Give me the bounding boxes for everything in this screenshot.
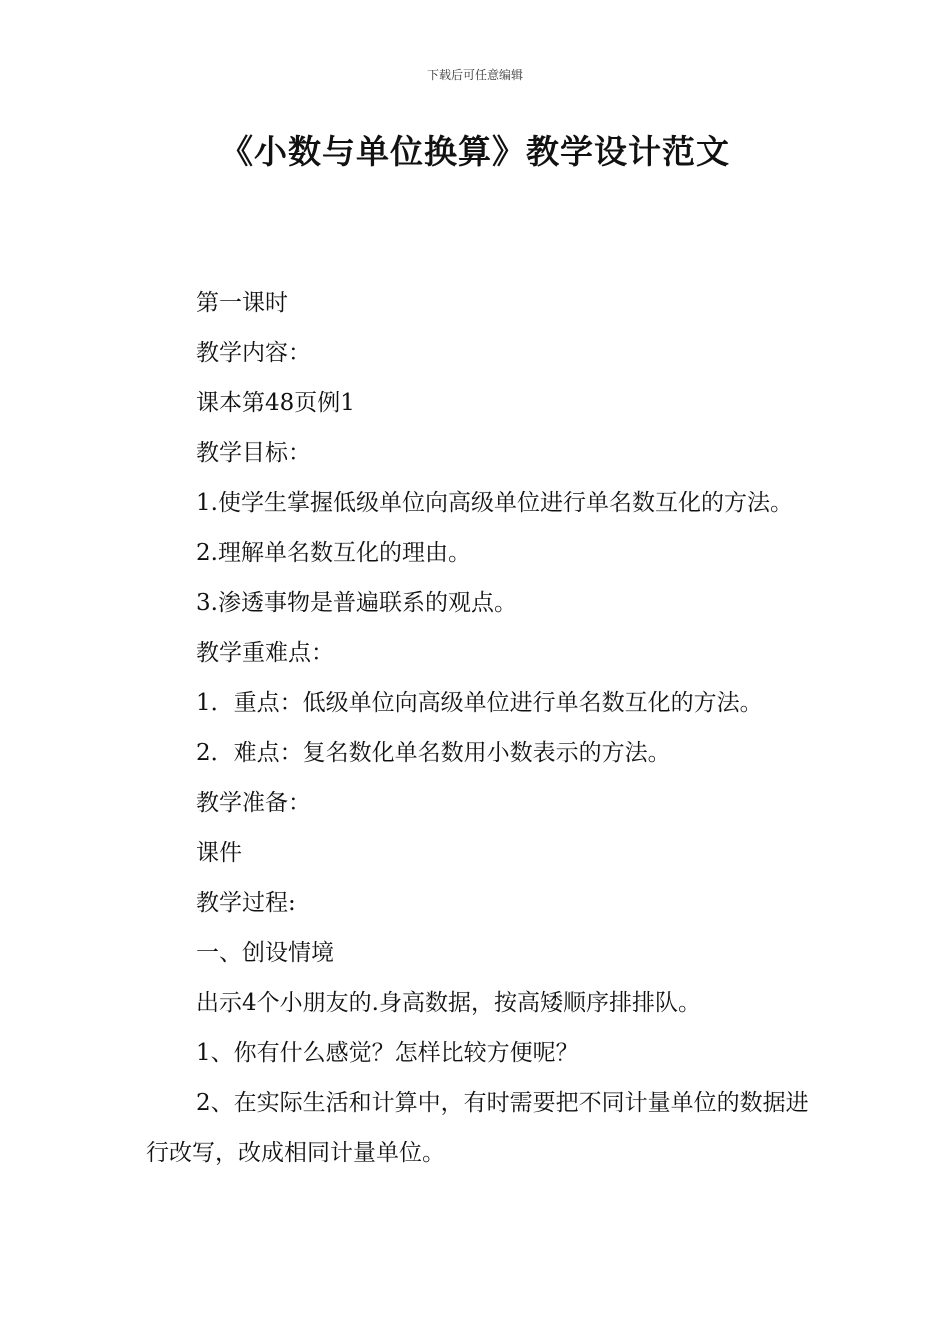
paragraph-goal-2: 2.理解单名数互化的理由。 <box>196 540 471 566</box>
paragraph-question-1: 1、你有什么感觉？怎样比较方便呢？ <box>196 1040 579 1066</box>
paragraph-goal-heading: 教学目标： <box>196 440 311 466</box>
paragraph-content-heading: 教学内容： <box>196 340 311 366</box>
paragraph-keypoints-heading: 教学重难点： <box>196 640 334 666</box>
paragraph-section-1: 一、创设情境 <box>196 940 334 966</box>
page-title: 《小数与单位换算》教学设计范文 <box>220 132 730 171</box>
paragraph-process-heading: 教学过程: <box>196 890 296 916</box>
paragraph-activity: 出示4个小朋友的.身高数据，按高矮顺序排排队。 <box>196 990 701 1016</box>
paragraph-keypoint-1: 1．重点：低级单位向高级单位进行单名数互化的方法。 <box>196 690 763 716</box>
paragraph-prep: 课件 <box>196 840 242 866</box>
paragraph-goal-3: 3.渗透事物是普遍联系的观点。 <box>196 590 517 616</box>
paragraph-prep-heading: 教学准备： <box>196 790 311 816</box>
document-body <box>146 278 810 1178</box>
paragraph-goal-1: 1.使学生掌握低级单位向高级单位进行单名数互化的方法。 <box>196 490 793 516</box>
paragraph-question-2: 2、在实际生活和计算中，有时需要把不同计量单位的数据进行改写，改成相同计量单位。 <box>146 1090 809 1166</box>
paragraph-lesson: 第一课时 <box>196 290 288 316</box>
paragraph-content: 课本第48页例1 <box>196 390 355 416</box>
paragraph-keypoint-2: 2．难点：复名数化单名数用小数表示的方法。 <box>196 740 671 766</box>
header-note: 下载后可任意编辑 <box>426 68 523 82</box>
